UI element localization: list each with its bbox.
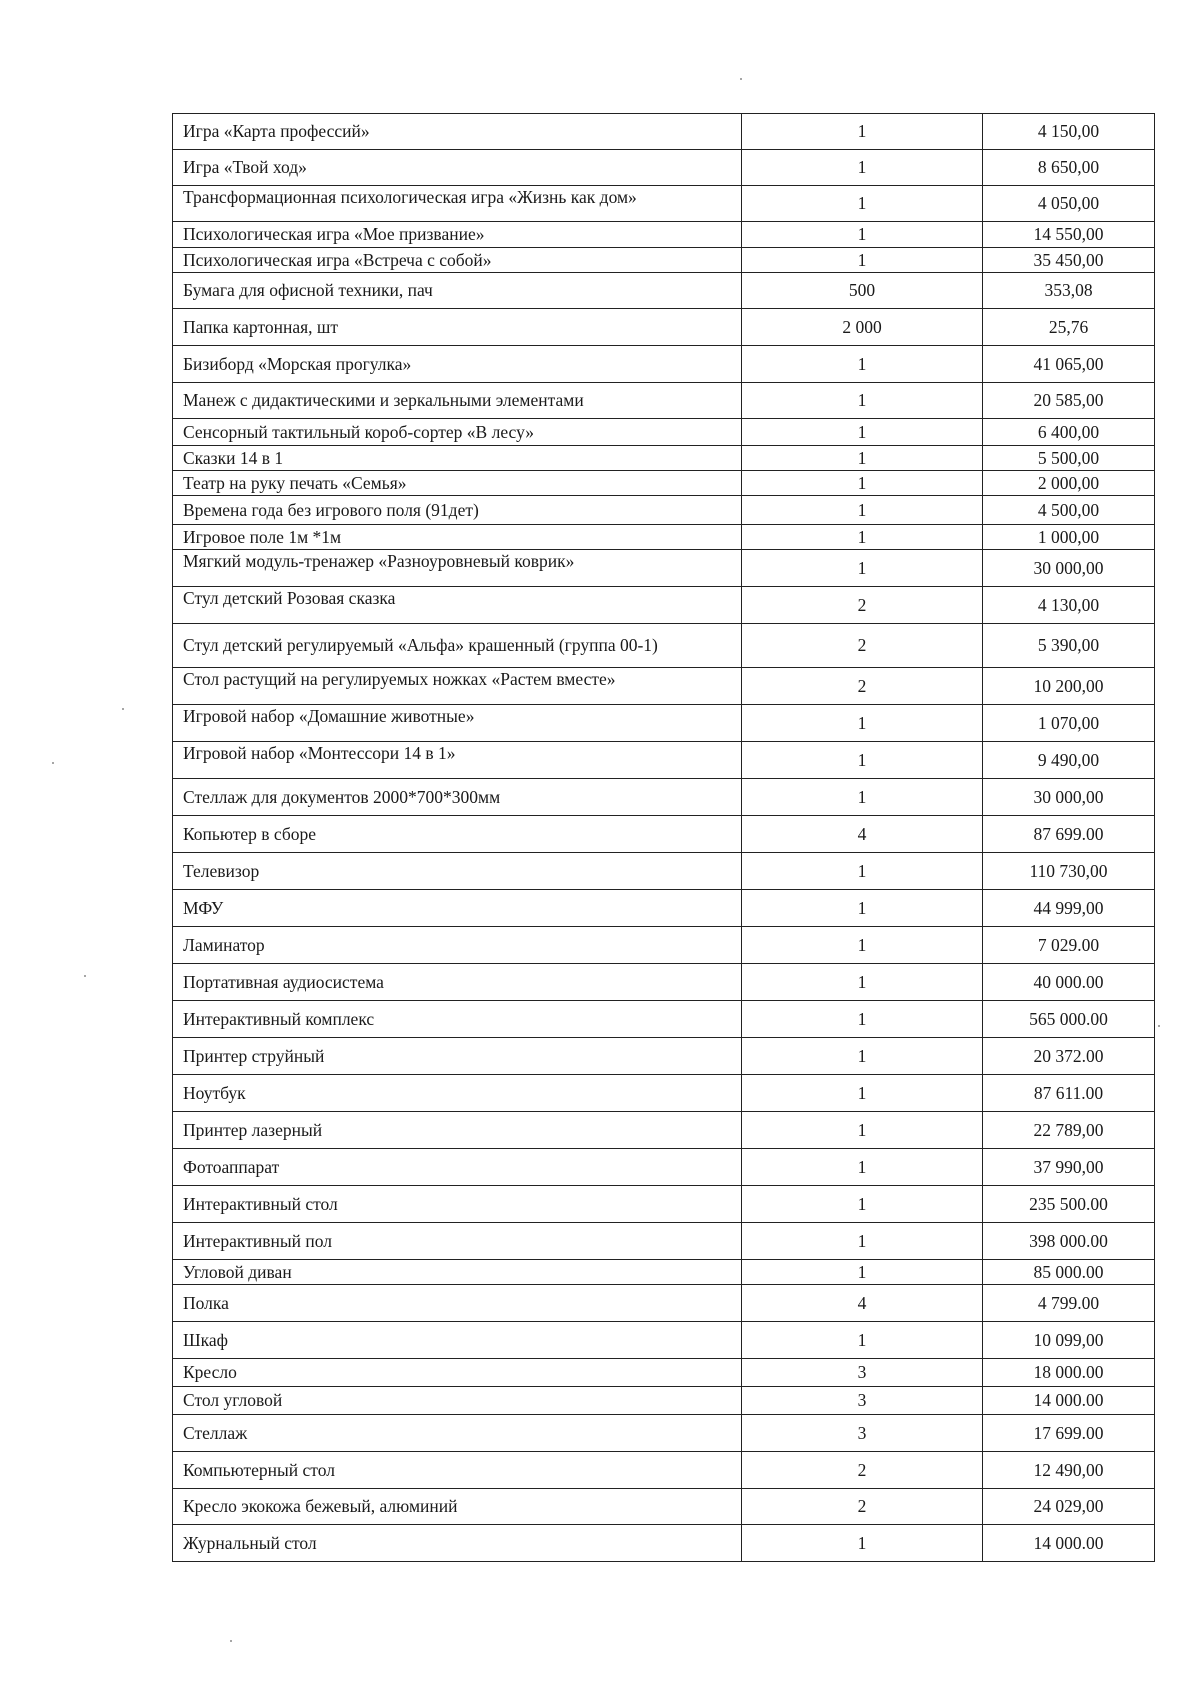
price-cell: 14 000.00 bbox=[983, 1387, 1155, 1415]
quantity-cell: 1 bbox=[742, 1112, 983, 1149]
table-row bbox=[173, 890, 1155, 927]
item-name-cell: Компьютерный стол bbox=[173, 1452, 742, 1489]
item-name-cell: Манеж с дидактическими и зеркальными элементами bbox=[173, 383, 742, 419]
quantity-cell: 1 bbox=[742, 346, 983, 383]
table-row bbox=[173, 1223, 1155, 1260]
price-cell: 87 699.00 bbox=[983, 816, 1155, 853]
scan-speck bbox=[1158, 1025, 1160, 1027]
quantity-cell: 1 bbox=[742, 114, 983, 150]
price-cell: 353,08 bbox=[983, 273, 1155, 309]
price-cell: 10 099,00 bbox=[983, 1322, 1155, 1359]
table-row bbox=[173, 742, 1155, 779]
price-cell: 398 000.00 bbox=[983, 1223, 1155, 1260]
table-row bbox=[173, 1285, 1155, 1322]
item-name-cell: Игровое поле 1м *1м bbox=[173, 525, 742, 550]
table-row bbox=[173, 186, 1155, 222]
item-name-cell: Сказки 14 в 1 bbox=[173, 446, 742, 471]
item-name-cell: Полка bbox=[173, 1285, 742, 1322]
table-row bbox=[173, 1260, 1155, 1285]
item-name-cell: Театр на руку печать «Семья» bbox=[173, 471, 742, 496]
item-name-cell: Стол угловой bbox=[173, 1387, 742, 1415]
quantity-cell: 1 bbox=[742, 525, 983, 550]
quantity-cell: 1 bbox=[742, 1223, 983, 1260]
item-name-cell: Стеллаж для документов 2000*700*300мм bbox=[173, 779, 742, 816]
table-row bbox=[173, 1452, 1155, 1489]
item-name-cell: Кресло bbox=[173, 1359, 742, 1387]
table-row bbox=[173, 668, 1155, 705]
price-cell: 30 000,00 bbox=[983, 550, 1155, 587]
scan-speck bbox=[84, 975, 86, 977]
price-cell: 9 490,00 bbox=[983, 742, 1155, 779]
price-cell: 40 000.00 bbox=[983, 964, 1155, 1001]
quantity-cell: 1 bbox=[742, 186, 983, 222]
quantity-cell: 1 bbox=[742, 419, 983, 446]
item-name-cell: Фотоаппарат bbox=[173, 1149, 742, 1186]
quantity-cell: 1 bbox=[742, 705, 983, 742]
item-name-cell: Интерактивный пол bbox=[173, 1223, 742, 1260]
quantity-cell: 2 000 bbox=[742, 309, 983, 346]
quantity-cell: 1 bbox=[742, 1149, 983, 1186]
table-row bbox=[173, 1001, 1155, 1038]
price-cell: 18 000.00 bbox=[983, 1359, 1155, 1387]
price-cell: 6 400,00 bbox=[983, 419, 1155, 446]
quantity-cell: 1 bbox=[742, 446, 983, 471]
item-name-cell: Бумага для офисной техники, пач bbox=[173, 273, 742, 309]
item-name-cell: Игровой набор «Монтессори 14 в 1» bbox=[173, 742, 742, 779]
price-cell: 22 789,00 bbox=[983, 1112, 1155, 1149]
item-name-cell: Папка картонная, шт bbox=[173, 309, 742, 346]
price-cell: 2 000,00 bbox=[983, 471, 1155, 496]
table-row bbox=[173, 222, 1155, 248]
price-cell: 4 799.00 bbox=[983, 1285, 1155, 1322]
item-name-cell: Ламинатор bbox=[173, 927, 742, 964]
price-cell: 5 390,00 bbox=[983, 624, 1155, 668]
quantity-cell: 1 bbox=[742, 222, 983, 248]
item-name-cell: Копьютер в сборе bbox=[173, 816, 742, 853]
table-row bbox=[173, 383, 1155, 419]
table-row bbox=[173, 419, 1155, 446]
table-row bbox=[173, 114, 1155, 150]
table-row bbox=[173, 1415, 1155, 1452]
quantity-cell: 1 bbox=[742, 1075, 983, 1112]
quantity-cell: 1 bbox=[742, 383, 983, 419]
table-row bbox=[173, 1149, 1155, 1186]
scan-speck bbox=[740, 78, 742, 80]
table-row bbox=[173, 1322, 1155, 1359]
table-row bbox=[173, 309, 1155, 346]
item-name-cell: Стеллаж bbox=[173, 1415, 742, 1452]
item-name-cell: Мягкий модуль-тренажер «Разноуровневый коврик» bbox=[173, 550, 742, 587]
price-cell: 37 990,00 bbox=[983, 1149, 1155, 1186]
item-name-cell: Времена года без игрового поля (91дет) bbox=[173, 496, 742, 525]
quantity-cell: 3 bbox=[742, 1387, 983, 1415]
item-name-cell: Игровой набор «Домашние животные» bbox=[173, 705, 742, 742]
item-name-cell: Интерактивный стол bbox=[173, 1186, 742, 1223]
quantity-cell: 2 bbox=[742, 1452, 983, 1489]
item-name-cell: Психологическая игра «Встреча с собой» bbox=[173, 248, 742, 273]
quantity-cell: 1 bbox=[742, 1525, 983, 1562]
quantity-cell: 2 bbox=[742, 624, 983, 668]
price-cell: 1 000,00 bbox=[983, 525, 1155, 550]
quantity-cell: 1 bbox=[742, 1001, 983, 1038]
item-name-cell: Игра «Твой ход» bbox=[173, 150, 742, 186]
price-cell: 14 550,00 bbox=[983, 222, 1155, 248]
item-name-cell: Ноутбук bbox=[173, 1075, 742, 1112]
price-cell: 5 500,00 bbox=[983, 446, 1155, 471]
item-name-cell: Стул детский Розовая сказка bbox=[173, 587, 742, 624]
table-row bbox=[173, 1075, 1155, 1112]
table-row bbox=[173, 1489, 1155, 1525]
quantity-cell: 1 bbox=[742, 1260, 983, 1285]
table-row bbox=[173, 346, 1155, 383]
table-row bbox=[173, 927, 1155, 964]
table-row bbox=[173, 816, 1155, 853]
price-cell: 4 130,00 bbox=[983, 587, 1155, 624]
quantity-cell: 3 bbox=[742, 1359, 983, 1387]
table-row bbox=[173, 1525, 1155, 1562]
price-cell: 35 450,00 bbox=[983, 248, 1155, 273]
table-row bbox=[173, 779, 1155, 816]
quantity-cell: 500 bbox=[742, 273, 983, 309]
table-row bbox=[173, 853, 1155, 890]
scan-speck bbox=[52, 762, 54, 764]
quantity-cell: 1 bbox=[742, 853, 983, 890]
table-row bbox=[173, 273, 1155, 309]
price-table-body bbox=[173, 114, 1155, 1562]
quantity-cell: 4 bbox=[742, 816, 983, 853]
item-name-cell: Телевизор bbox=[173, 853, 742, 890]
table-row bbox=[173, 1112, 1155, 1149]
price-cell: 14 000.00 bbox=[983, 1525, 1155, 1562]
table-row bbox=[173, 1359, 1155, 1387]
item-name-cell: Сенсорный тактильный короб-сортер «В лесу» bbox=[173, 419, 742, 446]
price-cell: 30 000,00 bbox=[983, 779, 1155, 816]
quantity-cell: 1 bbox=[742, 779, 983, 816]
table-row bbox=[173, 1387, 1155, 1415]
quantity-cell: 1 bbox=[742, 150, 983, 186]
price-cell: 85 000.00 bbox=[983, 1260, 1155, 1285]
scan-speck bbox=[122, 708, 124, 710]
table-row bbox=[173, 587, 1155, 624]
quantity-cell: 1 bbox=[742, 890, 983, 927]
price-cell: 235 500.00 bbox=[983, 1186, 1155, 1223]
table-row bbox=[173, 496, 1155, 525]
quantity-cell: 1 bbox=[742, 248, 983, 273]
item-name-cell: Кресло экокожа бежевый, алюминий bbox=[173, 1489, 742, 1525]
quantity-cell: 1 bbox=[742, 1186, 983, 1223]
quantity-cell: 1 bbox=[742, 550, 983, 587]
table-row bbox=[173, 248, 1155, 273]
quantity-cell: 2 bbox=[742, 1489, 983, 1525]
item-name-cell: Принтер лазерный bbox=[173, 1112, 742, 1149]
item-name-cell: Интерактивный комплекс bbox=[173, 1001, 742, 1038]
item-name-cell: Психологическая игра «Мое призвание» bbox=[173, 222, 742, 248]
price-cell: 4 150,00 bbox=[983, 114, 1155, 150]
price-cell: 7 029.00 bbox=[983, 927, 1155, 964]
table-row bbox=[173, 1038, 1155, 1075]
price-cell: 20 372.00 bbox=[983, 1038, 1155, 1075]
price-cell: 20 585,00 bbox=[983, 383, 1155, 419]
quantity-cell: 1 bbox=[742, 742, 983, 779]
table-row bbox=[173, 705, 1155, 742]
quantity-cell: 2 bbox=[742, 587, 983, 624]
price-cell: 4 050,00 bbox=[983, 186, 1155, 222]
quantity-cell: 1 bbox=[742, 1322, 983, 1359]
table-row bbox=[173, 525, 1155, 550]
quantity-cell: 1 bbox=[742, 927, 983, 964]
quantity-cell: 1 bbox=[742, 1038, 983, 1075]
price-cell: 41 065,00 bbox=[983, 346, 1155, 383]
price-cell: 25,76 bbox=[983, 309, 1155, 346]
item-name-cell: Стол растущий на регулируемых ножках «Растем вместе» bbox=[173, 668, 742, 705]
price-table bbox=[172, 113, 1155, 1562]
price-cell: 17 699.00 bbox=[983, 1415, 1155, 1452]
quantity-cell: 1 bbox=[742, 471, 983, 496]
table-row bbox=[173, 1186, 1155, 1223]
table-row bbox=[173, 471, 1155, 496]
item-name-cell: МФУ bbox=[173, 890, 742, 927]
item-name-cell: Стул детский регулируемый «Альфа» крашенный (группа 00-1) bbox=[173, 624, 742, 668]
quantity-cell: 4 bbox=[742, 1285, 983, 1322]
item-name-cell: Бизиборд «Морская прогулка» bbox=[173, 346, 742, 383]
price-cell: 4 500,00 bbox=[983, 496, 1155, 525]
price-cell: 565 000.00 bbox=[983, 1001, 1155, 1038]
price-cell: 44 999,00 bbox=[983, 890, 1155, 927]
item-name-cell: Трансформационная психологическая игра «Жизнь как дом» bbox=[173, 186, 742, 222]
table-row bbox=[173, 550, 1155, 587]
item-name-cell: Игра «Карта профессий» bbox=[173, 114, 742, 150]
item-name-cell: Журнальный стол bbox=[173, 1525, 742, 1562]
scan-speck bbox=[230, 1640, 232, 1642]
price-cell: 87 611.00 bbox=[983, 1075, 1155, 1112]
table-row bbox=[173, 964, 1155, 1001]
item-name-cell: Принтер струйный bbox=[173, 1038, 742, 1075]
quantity-cell: 1 bbox=[742, 496, 983, 525]
quantity-cell: 3 bbox=[742, 1415, 983, 1452]
price-cell: 12 490,00 bbox=[983, 1452, 1155, 1489]
table-row bbox=[173, 150, 1155, 186]
price-cell: 1 070,00 bbox=[983, 705, 1155, 742]
quantity-cell: 1 bbox=[742, 964, 983, 1001]
price-cell: 24 029,00 bbox=[983, 1489, 1155, 1525]
price-cell: 110 730,00 bbox=[983, 853, 1155, 890]
table-row bbox=[173, 446, 1155, 471]
item-name-cell: Портативная аудиосистема bbox=[173, 964, 742, 1001]
quantity-cell: 2 bbox=[742, 668, 983, 705]
table-row bbox=[173, 624, 1155, 668]
item-name-cell: Угловой диван bbox=[173, 1260, 742, 1285]
price-cell: 10 200,00 bbox=[983, 668, 1155, 705]
price-cell: 8 650,00 bbox=[983, 150, 1155, 186]
item-name-cell: Шкаф bbox=[173, 1322, 742, 1359]
